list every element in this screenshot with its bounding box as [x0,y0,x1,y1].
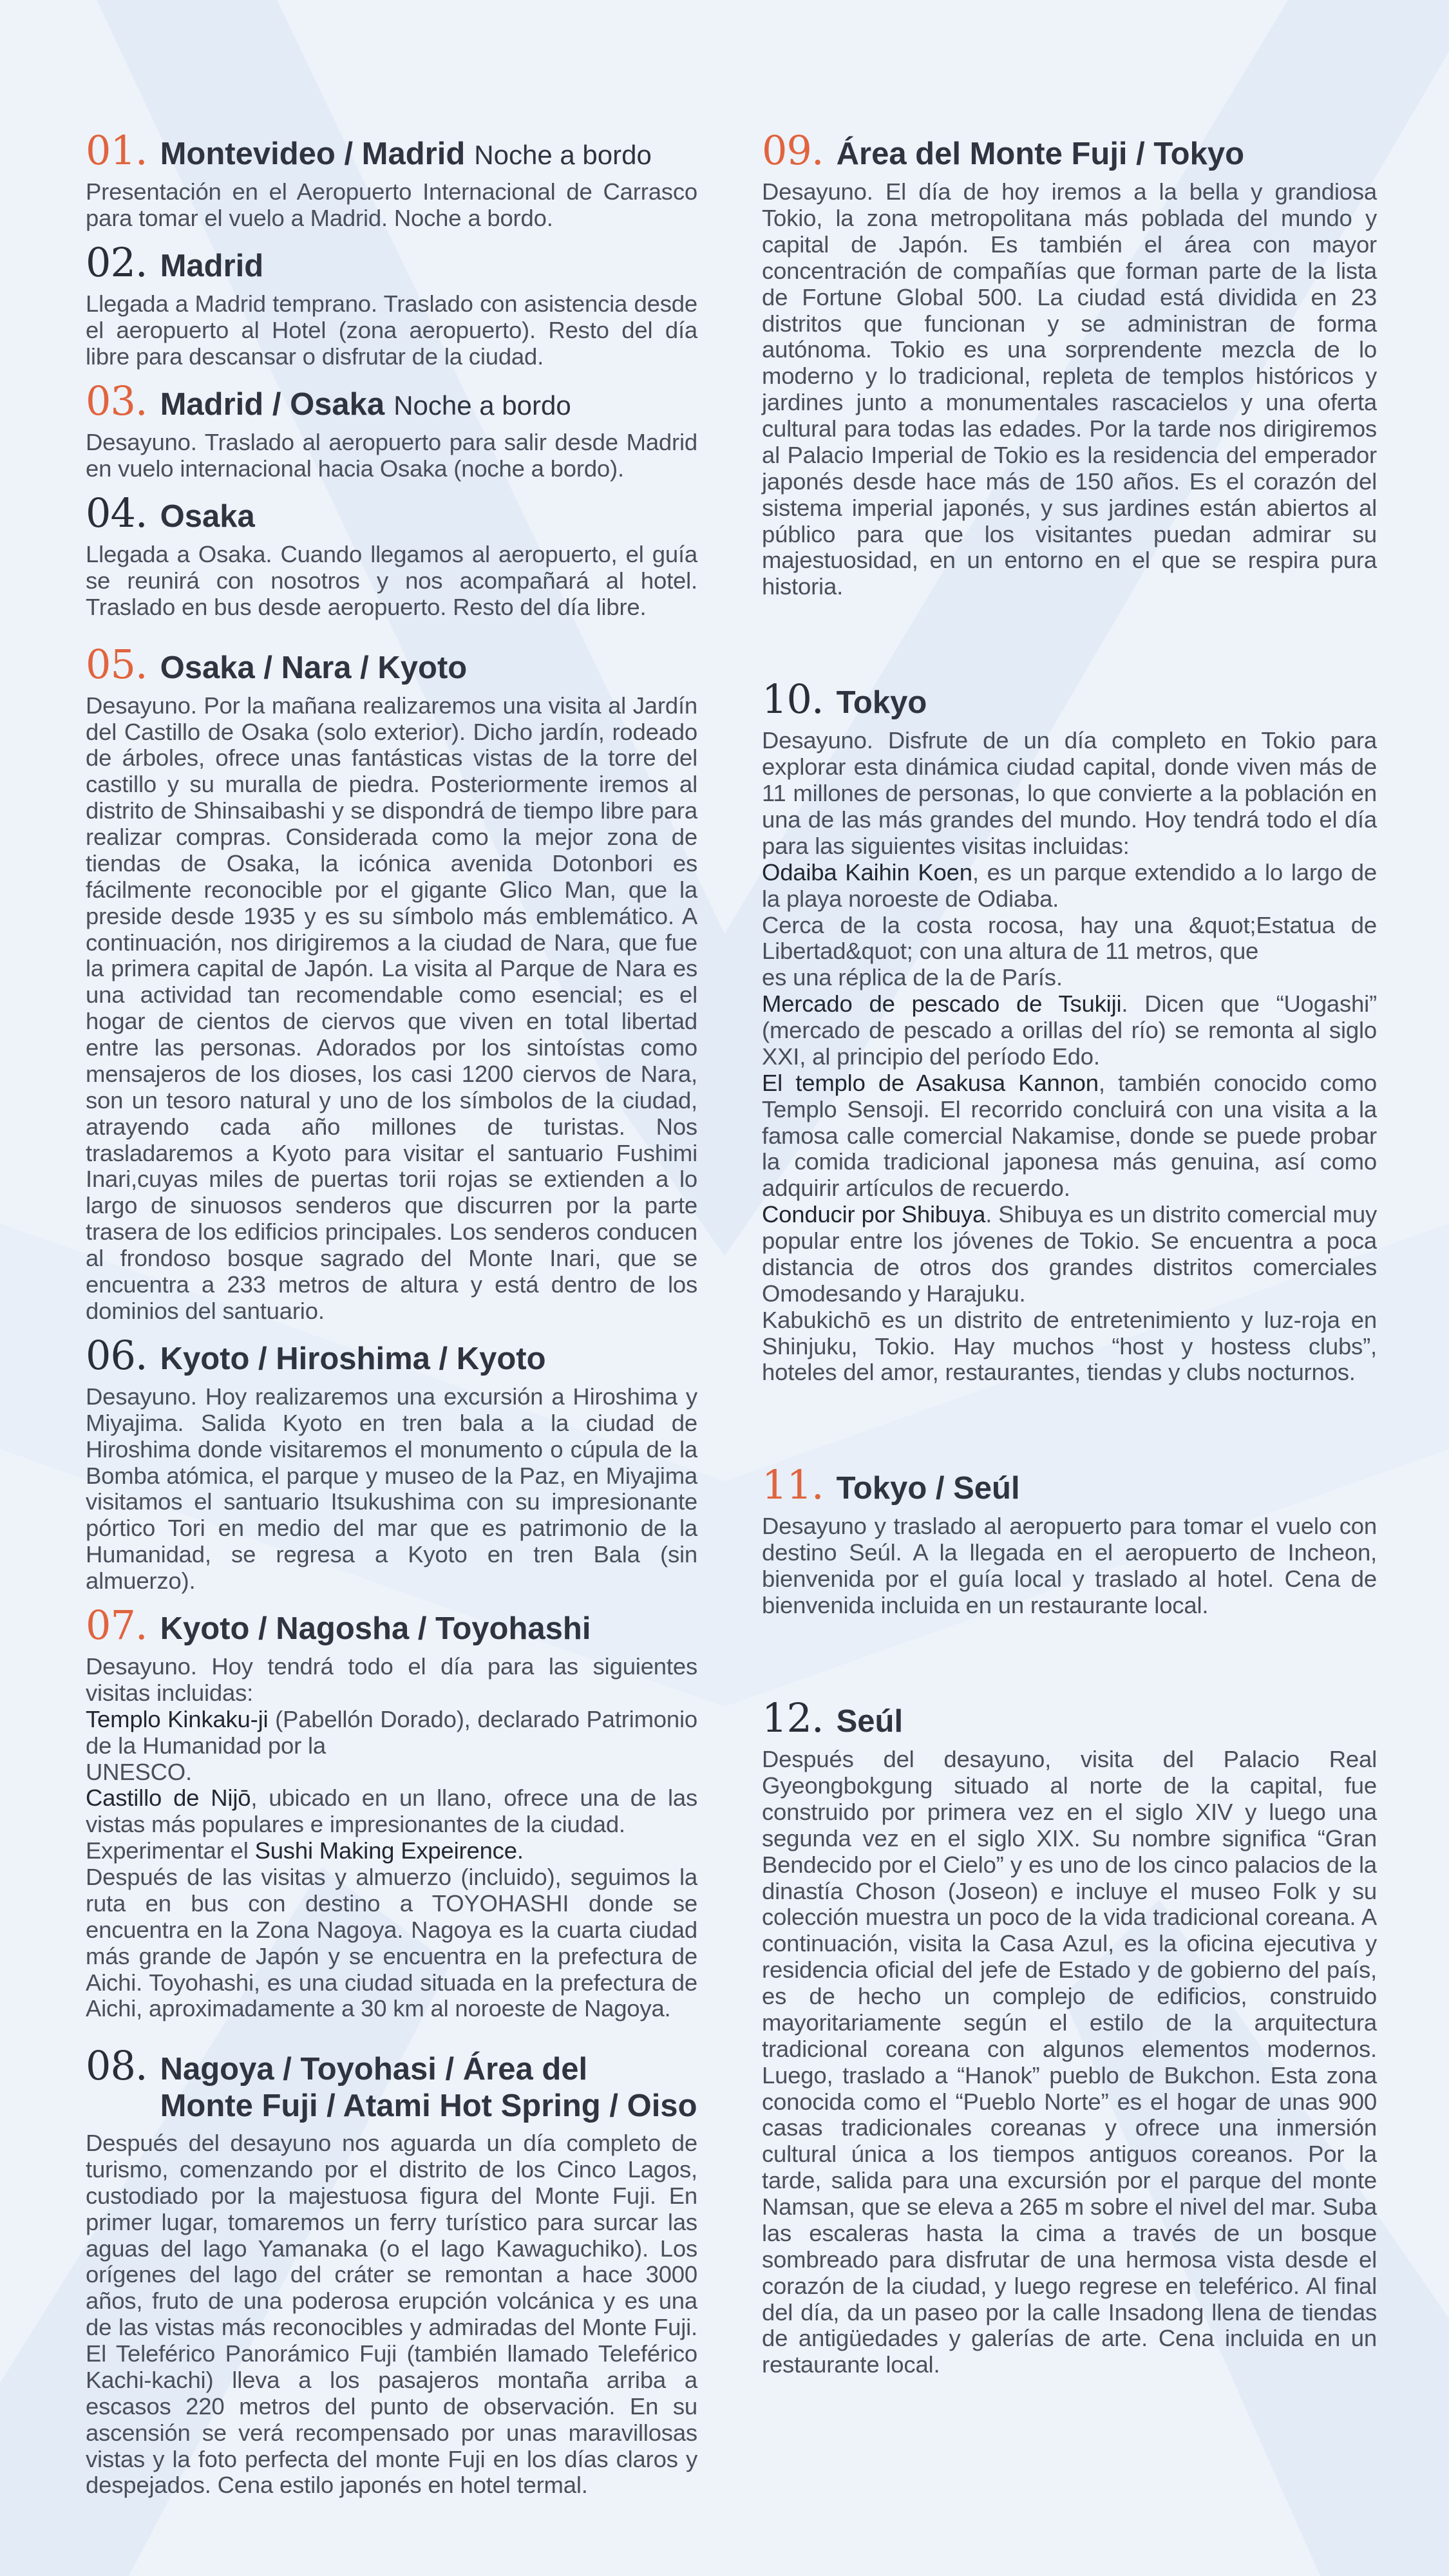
visit-tsukiji [762,991,1377,1070]
visit-nijo [86,1785,697,1838]
highlight-kinkaku-ji: Templo Kinkaku-ji [86,1705,269,1732]
day-01-header [86,129,697,173]
visit-kabukicho: Kabukichō es un distrito de entretenimiento y luz-roja en Shinjuku, Tokio. Hay muchos “host y hostess clubs”, hoteles del amor, restaurantes, tiendas y clubs nocturnos. [762,1306,1377,1386]
day-title: Tokyo [836,685,927,721]
day-description: Llegada a Madrid temprano. Traslado con asistencia desde el aeropuerto al Hotel (zona aeropuerto). Resto del día libre para descansar o disfrutar de la ciudad. [86,290,697,370]
day-description: Desayuno. Traslado al aeropuerto para salir desde Madrid en vuelo internacional hacia Osaka (noche a bordo). [86,428,697,482]
day-description: Desayuno. Por la mañana realizaremos una visita al Jardín del Castillo de Osaka (solo exterior). Dicho jardín, rodeado de árboles, ofrece unas fantásticas vistas de la torre del castillo y su muralla de piedra. Posteriormente iremos al distrito de Shinsaibashi y se dispondrá de tiempo libre para realizar compras. Considerada como la mejor zona de tiendas de Osaka, la icónica avenida Dotonbori es fácilmente reconocible por el gigante Glico Man, que la preside desde 1935 y es su símbolo más emblemático. A continuación, nos dirigiremos a la ciudad de Nara, que fue la primera capital de Japón. La visita al Parque de Nara es una actividad tan recomendable como esencial; es el hogar de cientos de ciervos que viven en total libertad entre las personas. Adorados por los sintoístas como mensajeros de los dioses, los casi 1200 ciervos de Nara, son un tesoro natural y uno de los símbolos de la ciudad, atrayendo cada año millones de turistas. Nos trasladaremos a Kyoto para visitar el santuario Fushimi Inari,cuyas miles de puertas torii rojas se extienden a lo largo de sinuosos senderos que discurren por la parte trasera de los edificios principales. Los senderos conducen al frondoso bosque sagrado del Monte Inari, que se encuentra a 233 metros de altura y está dentro de los dominios del santuario. [86,692,697,1324]
day-number: 08. [86,2042,147,2090]
visit-text: Experimentar el [86,1837,255,1864]
day-title: Osaka [160,498,255,534]
day-03 [86,379,697,482]
day-title-line-2: Monte Fuji / Atami Hot Spring / Oiso [160,2088,697,2123]
highlight-nijo: Castillo de Nijō [86,1785,251,1812]
visit-text: . Shibuya es un distrito comercial muy popular entre los jóvenes de Tokio. Se encuentra a poca distancia de otros dos grandes distritos comerciales Omodesando y Harajuku. [762,1201,1378,1307]
day-title: Kyoto / Nagosha / Toyohashi [160,1611,591,1646]
day-intro: Desayuno. Disfrute de un día completo en Tokio para explorar esta dinámica ciudad capital, donde viven más de 11 millones de personas, lo que convierte a la población en una de las más grandes del mundo. Hoy tendrá todo el día para las siguientes visitas incluidas: [762,727,1377,859]
highlight-shibuya: Conducir por Shibuya [762,1201,986,1228]
day-title: Madrid / Osaka [160,386,385,422]
day-05 [86,640,697,1325]
visit-text: (Pabellón Dorado), declarado Patrimonio de la Humanidad por la [86,1705,697,1759]
itinerary-right-column [762,129,1377,2378]
day-08 [86,2044,697,2499]
day-title: Área del Monte Fuji / Tokyo [836,137,1245,171]
day-title: Madrid [160,248,264,283]
day-title: Osaka / Nara / Kyoto [160,650,468,685]
visit-sushi [86,1838,697,1864]
day-09 [762,129,1377,600]
highlight-tsukiji: Mercado de pescado de Tsukiji [762,990,1122,1018]
day-08-header [86,2044,697,2124]
day-12-header [762,1696,1377,1740]
visit-kinkaku-ji [86,1707,697,1759]
day-intro: Desayuno. Hoy tendrá todo el día para las siguientes visitas incluidas: [86,1653,697,1706]
day-description: Desayuno y traslado al aeropuerto para tomar el vuelo con destino Seúl. A la llegada en el aeropuerto de Incheon, bienvenida por el guía local y traslado al hotel. Cena de bienvenida incluida en un restaurante local. [762,1513,1377,1619]
day-number: 03. [86,377,147,424]
highlight-sushi: Sushi Making Expeirence. [254,1837,524,1864]
itinerary-left-column [86,129,697,2499]
visit-statue-line-2: es una réplica de la de París. [762,964,1063,991]
day-note: Noche a bordo [393,390,571,421]
day-description: Desayuno. El día de hoy iremos a la bella y grandiosa Tokio, la zona metropolitana más poblada del mundo y capital de Japón. Es también el área con mayor concentración de compañías que forman parte de la lista de Fortune Global 500. La ciudad está dividida en 23 distritos que funcionan y se administran de forma autónoma. Tokio es una sorprendente mezcla de lo moderno y lo tradicional, repleta de templos históricos y jardines junto a monumentales rascacielos y una oferta cultural para todas las edades. Por la tarde nos dirigiremos al Palacio Imperial de Tokio es la residencia del emperador japonés desde hace más de 150 años. Es el corazón del sistema imperial japonés, y sus jardines están abiertos al público para que los visitantes puedan admirar su majestuosidad, en un entorno en el que se respira pura historia. [762,178,1377,600]
visit-text: , es un parque extendido a lo largo de la playa noroeste de Odiaba. [762,858,1377,912]
day-02-header [86,238,697,286]
visit-text: . Dicen que “Uogashi” (mercado de pescado a orillas del río) se remonta al siglo XXI, al principio del período Edo. [762,990,1377,1070]
day-number: 04. [86,489,147,536]
day-11-header [762,1463,1377,1507]
day-04-header [86,491,697,535]
day-description: Desayuno. Hoy realizaremos una excursión a Hiroshima y Miyajima. Salida Kyoto en tren bala a la ciudad de Hiroshima donde visitaremos el monumento o cúpula de la Bomba atómica, el parque y museo de la Paz, en Miyajima visitamos el santuario Itsukushima con su impresionante pórtico Tori en medio del mar que es patrimonio de la Humanidad, se regresa a Kyoto en tren Bala (sin almuerzo). [86,1383,697,1594]
visit-unesco: UNESCO. [86,1758,192,1785]
highlight-odaiba: Odaiba Kaihin Koen [762,858,972,886]
day-number: 02. [86,238,147,286]
day-10 [762,677,1377,1386]
visit-text: , también conocido como Templo Sensoji. El recorrido concluirá con una visita a la famosa calle comercial Nakamise, donde se puede probar la comida tradicional japonesa más genuina, así como adquirir artículos de recuerdo. [762,1069,1378,1202]
day-title: Tokyo / Seúl [836,1471,1020,1506]
visit-shibuya [762,1202,1377,1307]
day-10-header [762,677,1377,721]
day-03-header [86,379,697,423]
day-04 [86,491,697,621]
day-rest: Después de las visitas y almuerzo (incluido), seguimos la ruta en bus con destino a TOYOHASHI donde se encuentra en la Zona Nagoya. Nagoya es la cuarta ciudad más grande de Japón y se encuentra en la prefectura de Aichi. Toyohashi, es una ciudad situada en la prefectura de Aichi, aproximadamente a 30 km al noroeste de Nagoya. [86,1864,697,2022]
day-title: Montevideo / Madrid [160,137,466,171]
visit-text: , ubicado en un llano, ofrece una de las vistas más populares e impresionantes de la ciudad. [86,1785,698,1838]
day-title-line-1: Nagoya / Toyohasi / Área del [160,2052,588,2087]
day-09-header [762,129,1377,173]
day-05-header [86,640,697,688]
visit-odaiba [762,860,1377,913]
day-description: Llegada a Osaka. Cuando llegamos al aeropuerto, el guía se reunirá con nosotros y nos acompañará al hotel. Traslado en bus desde aeropuerto. Resto del día libre. [86,540,697,620]
day-number: 07. [86,1601,147,1649]
day-title: Seúl [836,1703,904,1739]
day-12 [762,1696,1377,2378]
day-description: Después del desayuno nos aguarda un día completo de turismo, comenzando por el distrito de los Cinco Lagos, custodiado por la majestuosa figura del Monte Fuji. En primer lugar, tomaremos un ferry turístico para surcar las aguas del lago Yamanaka (o el lago Kawaguchiko). Los orígenes del lago del cráter se remontan a hace 3000 años, fruto de una poderosa erupción volcánica y es una de las vistas más reconocibles y admiradas del Monte Fuji. El Teleférico Panorámico Fuji (también llamado Teleférico Kachi-kachi) lleva a los pasajeros montaña arriba a escasos 220 metros del punto de observación. En su ascensión se verá recompensado por unas maravillosas vistas y la foto perfecta del monte Fuji en los días claros y despejados. Cena estilo japonés en hotel termal. [86,2130,697,2499]
day-07-header [86,1601,697,1649]
day-06 [86,1331,697,1595]
day-number: 01. [86,127,147,174]
day-description [762,728,1377,1386]
day-number: 10. [762,676,824,723]
day-note: Noche a bordo [474,140,652,170]
day-number: 11. [762,1461,824,1509]
day-number: 06. [86,1331,147,1379]
day-07 [86,1601,698,2022]
day-06-header [86,1331,697,1379]
visit-asakusa [762,1070,1377,1202]
day-title: Kyoto / Hiroshima / Kyoto [160,1341,546,1376]
day-number: 09. [762,127,824,174]
day-number: 12. [762,1694,824,1741]
day-02 [86,238,697,370]
day-11 [762,1463,1377,1619]
visit-statue-line-1: Cerca de la costa rocosa, hay una &quot;Estatua de Libertad&quot; con una altura de 11 metros, que [762,911,1377,965]
day-01 [86,129,697,232]
day-title [160,2051,697,2124]
day-number: 05. [86,640,147,688]
day-description [86,1654,697,2022]
day-description: Después del desayuno, visita del Palacio Real Gyeongbokgung situado al norte de la capital, fue construido por primera vez en el siglo XIV y luego una segunda vez en el siglo XIX. Su nombre significa “Gran Bendecido por el Cielo” y es uno de los cinco palacios de la dinastía Choson (Joseon) e incluye el museo Folk y su colección muestra un poco de la vida tradicional coreana. A continuación, visita la Casa Azul, es la oficina ejecutiva y residencia oficial del jefe de Estado y de gobierno del país, es de hecho un complejo de edificios, construido mayoritariamente según el estilo de la arquitectura tradicional coreana con algunos elementos modernos. Luego, traslado a “Hanok” pueblo de Bukchon. Esta zona conocida como el “Pueblo Norte” es el hogar de unas 900 casas tradicionales coreanas y ofrece una inmersión cultural única a los tiempos antiguos coreanos. Por la tarde, salida para una excursión por el parque del monte Namsan, que se eleva a 265 m sobre el nivel del mar. Suba las escaleras hasta la cima a través de un bosque sombreado para disfrutar de una hermosa vista desde el corazón de la ciudad, y luego regrese en teleférico. Al final del día, da un paseo por la calle Insadong llena de tiendas de antigüedades y galerías de arte. Cena incluida en un restaurante local. [762,1746,1377,2378]
highlight-asakusa: El templo de Asakusa Kannon [762,1069,1099,1096]
day-description: Presentación en el Aeropuerto Internacional de Carrasco para tomar el vuelo a Madrid. Noche a bordo. [86,178,697,232]
